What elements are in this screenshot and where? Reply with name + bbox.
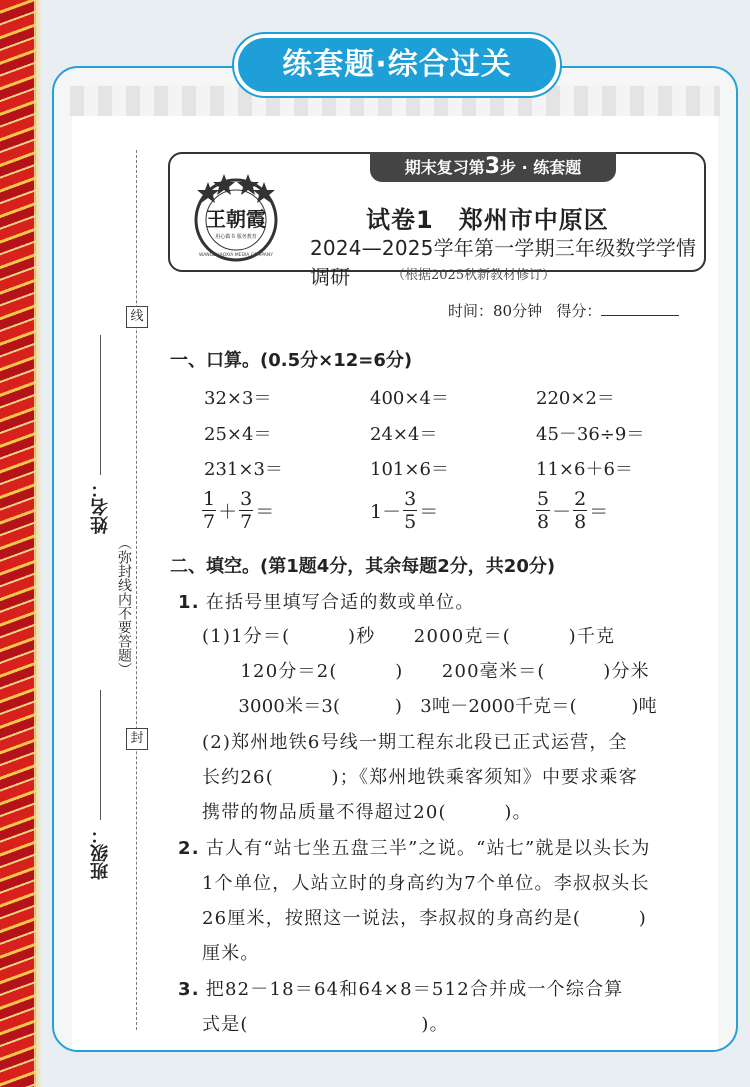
calc-item: 24×4＝ (370, 424, 438, 445)
name-blank[interactable] (100, 335, 101, 475)
name-label: 姓名： (90, 480, 111, 534)
publisher-logo (182, 164, 290, 264)
section-2-title: 二、填空。(第1题4分，其余每题2分，共20分) (170, 556, 556, 577)
calc-item: 32×3＝ (204, 388, 272, 409)
question-line: 厘米。 (202, 943, 260, 964)
calc-item: 25×4＝ (204, 424, 272, 445)
seal-char-line: 线 (126, 306, 148, 328)
logo-ring-text: WANGZHAOXIA MEDIA COMPANY (199, 253, 273, 258)
question-line: (1)1分＝( )秒 2000克＝( )千克 (202, 626, 616, 647)
seal-note: （弥封线内不要答题） (116, 536, 132, 676)
seal-char-seal: 封 (126, 728, 148, 750)
exam-subtitle: 2024—2025学年第一学期三年级数学学情调研 (310, 236, 697, 289)
class-blank[interactable] (100, 690, 101, 820)
question-line: 长约26( )；《郑州地铁乘客须知》中要求乘客 (202, 767, 638, 788)
calc-item: 11×6＋6＝ (536, 459, 633, 480)
question-line: 120分＝2( ) 200毫米＝( )分米 (202, 661, 650, 682)
fraction-expr-a: $\frac{1}{7}$ ＋ $\frac{3}{7}$ ＝ (203, 488, 275, 533)
edition-note: （根据2025秋新教材修订） (392, 268, 556, 283)
question-line: 26厘米，按照这一说法，李叔叔的身高约是( ) (202, 908, 647, 929)
calc-item: 45－36÷9＝ (536, 424, 645, 445)
question-line: 式是( )。 (202, 1014, 449, 1035)
score-blank[interactable] (601, 315, 679, 316)
exam-title: 试卷1 郑州市中原区 (366, 206, 609, 234)
title-tab: 期末复习第3步 · 练套题 (370, 152, 616, 182)
question-line: 3. 把82－18＝64和64×8＝512合并成一个综合算 (178, 979, 624, 1000)
question-line: 1个单位，人站立时的身高约为7个单位。李叔叔头长 (202, 873, 650, 894)
question-line: 2. 古人有“站七坐五盘三半”之说。“站七”就是以头长为 (178, 838, 651, 859)
calc-item: 101×6＝ (370, 459, 449, 480)
section-1-title: 一、口算。(0.5分×12=6分) (170, 350, 413, 371)
question-line: (2)郑州地铁6号线一期工程东北段已正式运营，全 (202, 732, 628, 753)
question-line: 携带的物品质量不得超过20( )。 (202, 802, 532, 823)
seal-dashed-line (136, 150, 137, 1030)
question-line: 1. 在括号里填写合适的数或单位。 (178, 592, 475, 613)
question-line: 3000米＝3( ) 3吨－2000千克＝( )吨 (202, 696, 657, 717)
calc-item: 400×4＝ (370, 388, 449, 409)
header-badge: 练套题·综合过关 (234, 34, 560, 96)
calc-item: 231×3＝ (204, 459, 283, 480)
fraction-expr-b: 1－ $\frac{3}{5}$ ＝ (370, 488, 439, 533)
class-label: 班级： (90, 826, 111, 880)
logo-motto: 用心做书 服务教育 (215, 234, 257, 240)
fraction-expr-c: $\frac{5}{8}$ － $\frac{2}{8}$ ＝ (537, 488, 609, 533)
decorative-ribbon (0, 0, 36, 1087)
calc-item: 220×2＝ (536, 388, 615, 409)
time-score-line: 时间：80分钟 得分： (448, 300, 679, 321)
logo-text: 王朝霞 (206, 207, 266, 231)
